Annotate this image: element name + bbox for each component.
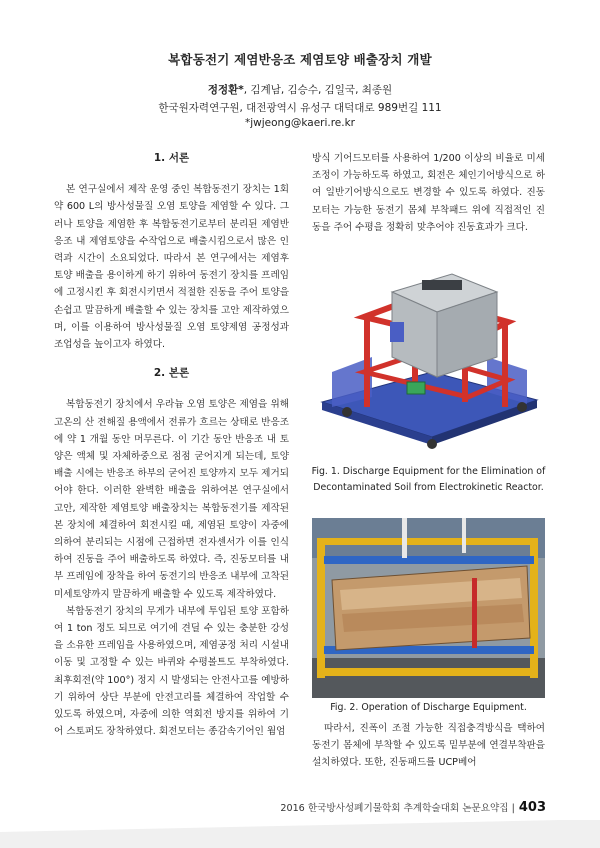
intro-heading: 1. 서론 (153, 152, 190, 164)
email: *jwjeong@kaeri.re.kr (244, 117, 356, 129)
figure-1-cad-image (312, 262, 545, 452)
footer-decoration (0, 820, 600, 848)
paper-title: 복합동전기 제염반응조 제염토양 배출장치 개발 (168, 52, 432, 67)
figure-2-photo (312, 518, 545, 698)
body-paragraph-1: 복합동전기 장치에서 우라늄 오염 토양은 제염을 위해 고온의 산 전해질 용액에서 전류가 흐르는 상태로 반응조에 약 1 개월 동안 머무른다. 이 기간 동안 반응조 내 토양은 액체 및 자체하중으로 점점 굳어지게 되는데, 토양 배출 시에는 반응조 하부의 굳어진 토양까지 모두 제거되어야 한다. 이러한 완벽한 배출을 위하여본 연구실에서 고안, 제작한 제염토양 배출장치는 복합동전기를 제작된 본 장치에 체결하여 회전시킬 때, 제염된 토양이 자중에 의하여 분리되는 시점에 근접하면 전자센서가 이를 인식하여 진동을 주어 배출하도록 하였다. 즉, 진동모터를 내부 프레임에 장착을 하여 동전기의 반응조 내부에 고착된 미세토양까지 말끔하게 배출할 수 있도록 제작하였다. (54, 399, 289, 600)
right-top-text: 방식 기어드모터를 사용하여 1/200 이상의 비율로 미세조정이 가능하도록 하였고, 회전은 체인기어방식으로 하여 일반기어방식으로도 변경할 수 있도록 하였다. 진동모터는 가능한 동전기 몸체 부착패드 위에 직접적인 진동을 주어 수평을 정확히 맞추어야 진동효과가 크다. (312, 153, 545, 233)
figure-1-caption: Fig. 1. Discharge Equipment for the Elimination of Decontaminated Soil from Electrokinetic Reactor. (311, 466, 546, 493)
intro-text: 본 연구실에서 제작 운영 중인 복합동전기 장치는 1회 약 600 L의 방사성물질 오염 토양을 제염할 수 있다. 그러나 토양을 제염한 후 복합동전기로부터 분리된 제염반응조 내 제염토양을 수작업으로 배출시킴으로서 많은 인력과 시간이 소요되었다. 따라서 본 연구에서는 제염후 토양 배출을 용이하게 하기 위하여 동전기 장치를 프레임에 고정시킨 후 회전시키면서 적절한 진동을 주어 토양을 손쉽고 말끔하게 배출할 수 있는 장치를 고안 제작하였으며, 이를 이용하여 방사성물질 오염 토양제염 공정성과 조업성을 높이고자 하였다. (54, 184, 289, 351)
right-column-bottom (312, 720, 545, 772)
body-heading: 2. 본론 (153, 367, 190, 380)
page-footer (280, 800, 546, 815)
page-number: 403 (518, 800, 546, 815)
body-paragraph-2: 복합동전기 장치의 무게가 내부에 투입된 토양 포함하여 1 ton 정도 되므로 여기에 견딜 수 있는 충분한 강성을 소유한 프레임을 사용하였으며, 제염공정 처리 시설내 이동 및 고정할 수 있는 바퀴와 수평볼트도 부착하였다. 최후회전(약 100°) 정지 시 발생되는 안전사고를 예방하기 위하여 상단 부분에 안전고리를 체결하여 작업할 수 있도록 하였으며, 자중에 의한 역회전 방지를 위하여 기어 스토퍼도 장착하였다. 회전모터는 종감속기어인 웜엄 (54, 605, 289, 738)
right-bottom-text: 따라서, 진폭이 조절 가능한 직접충격방식을 택하여 동전기 몸체에 부착할 수 있도록 밑부분에 연결부착판을 설치하였다. 또한, 진동패드를 UCP베어 (312, 723, 545, 769)
journal-name: 2016 한국방사성폐기물학회 추계학술대회 논문요약집 (280, 803, 509, 814)
affiliation: 한국원자력연구원, 대전광역시 유성구 대덕대로 989번길 111 (158, 102, 442, 114)
left-column (54, 150, 289, 741)
other-authors: , 김계남, 김승수, 김일국, 최종원 (243, 84, 393, 96)
lead-author: 정정환* (207, 84, 244, 96)
footer-separator: | (511, 803, 515, 814)
right-column-top (312, 150, 545, 236)
author-list (0, 82, 600, 97)
figure-2-caption: Fig. 2. Operation of Discharge Equipment. (330, 702, 527, 713)
